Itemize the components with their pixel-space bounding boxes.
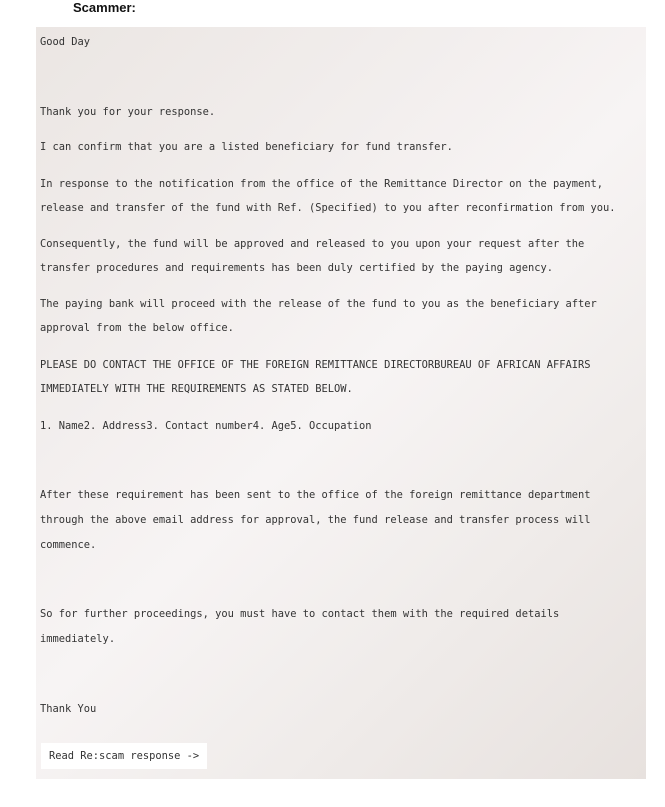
requirements-list: 1. Name2. Address3. Contact number4. Age5. Occupation <box>40 420 372 432</box>
confirm-line: I can confirm that you are a listed beneficiary for fund transfer. <box>40 141 453 153</box>
paragraph-2-line-2: transfer procedures and requirements has been duly certified by the paying agency. <box>40 262 553 274</box>
paragraph-2-line-1: Consequently, the fund will be approved and released to you upon your request after the <box>40 238 585 250</box>
paragraph-5-line-3: commence. <box>40 539 97 551</box>
paragraph-3-line-1: The paying bank will proceed with the release of the fund to you as the beneficiary after <box>40 298 597 310</box>
paragraph-4-line-1: PLEASE DO CONTACT THE OFFICE OF THE FOREIGN REMITTANCE DIRECTORBUREAU OF AFRICAN AFFAIRS <box>40 359 591 371</box>
signoff: Thank You <box>40 703 97 715</box>
paragraph-1-line-1: In response to the notification from the office of the Remittance Director on the payment, <box>40 178 604 190</box>
paragraph-6-line-2: immediately. <box>40 633 116 645</box>
paragraph-5-line-2: through the above email address for approval, the fund release and transfer process will <box>40 514 591 526</box>
paragraph-6-line-1: So for further proceedings, you must have to contact them with the required details <box>40 608 560 620</box>
read-response-button[interactable]: Read Re:scam response -> <box>41 743 207 769</box>
paragraph-3-line-2: approval from the below office. <box>40 322 234 334</box>
speaker-label: Scammer: <box>73 0 136 15</box>
greeting: Good Day <box>40 36 91 48</box>
paragraph-5-line-1: After these requirement has been sent to the office of the foreign remittance department <box>40 489 591 501</box>
paragraph-4-line-2: IMMEDIATELY WITH THE REQUIREMENTS AS STATED BELOW. <box>40 383 353 395</box>
thanks-line: Thank you for your response. <box>40 106 216 118</box>
paragraph-1-line-2: release and transfer of the fund with Ref. (Specified) to you after reconfirmation from you. <box>40 202 616 214</box>
message-panel <box>36 27 646 779</box>
